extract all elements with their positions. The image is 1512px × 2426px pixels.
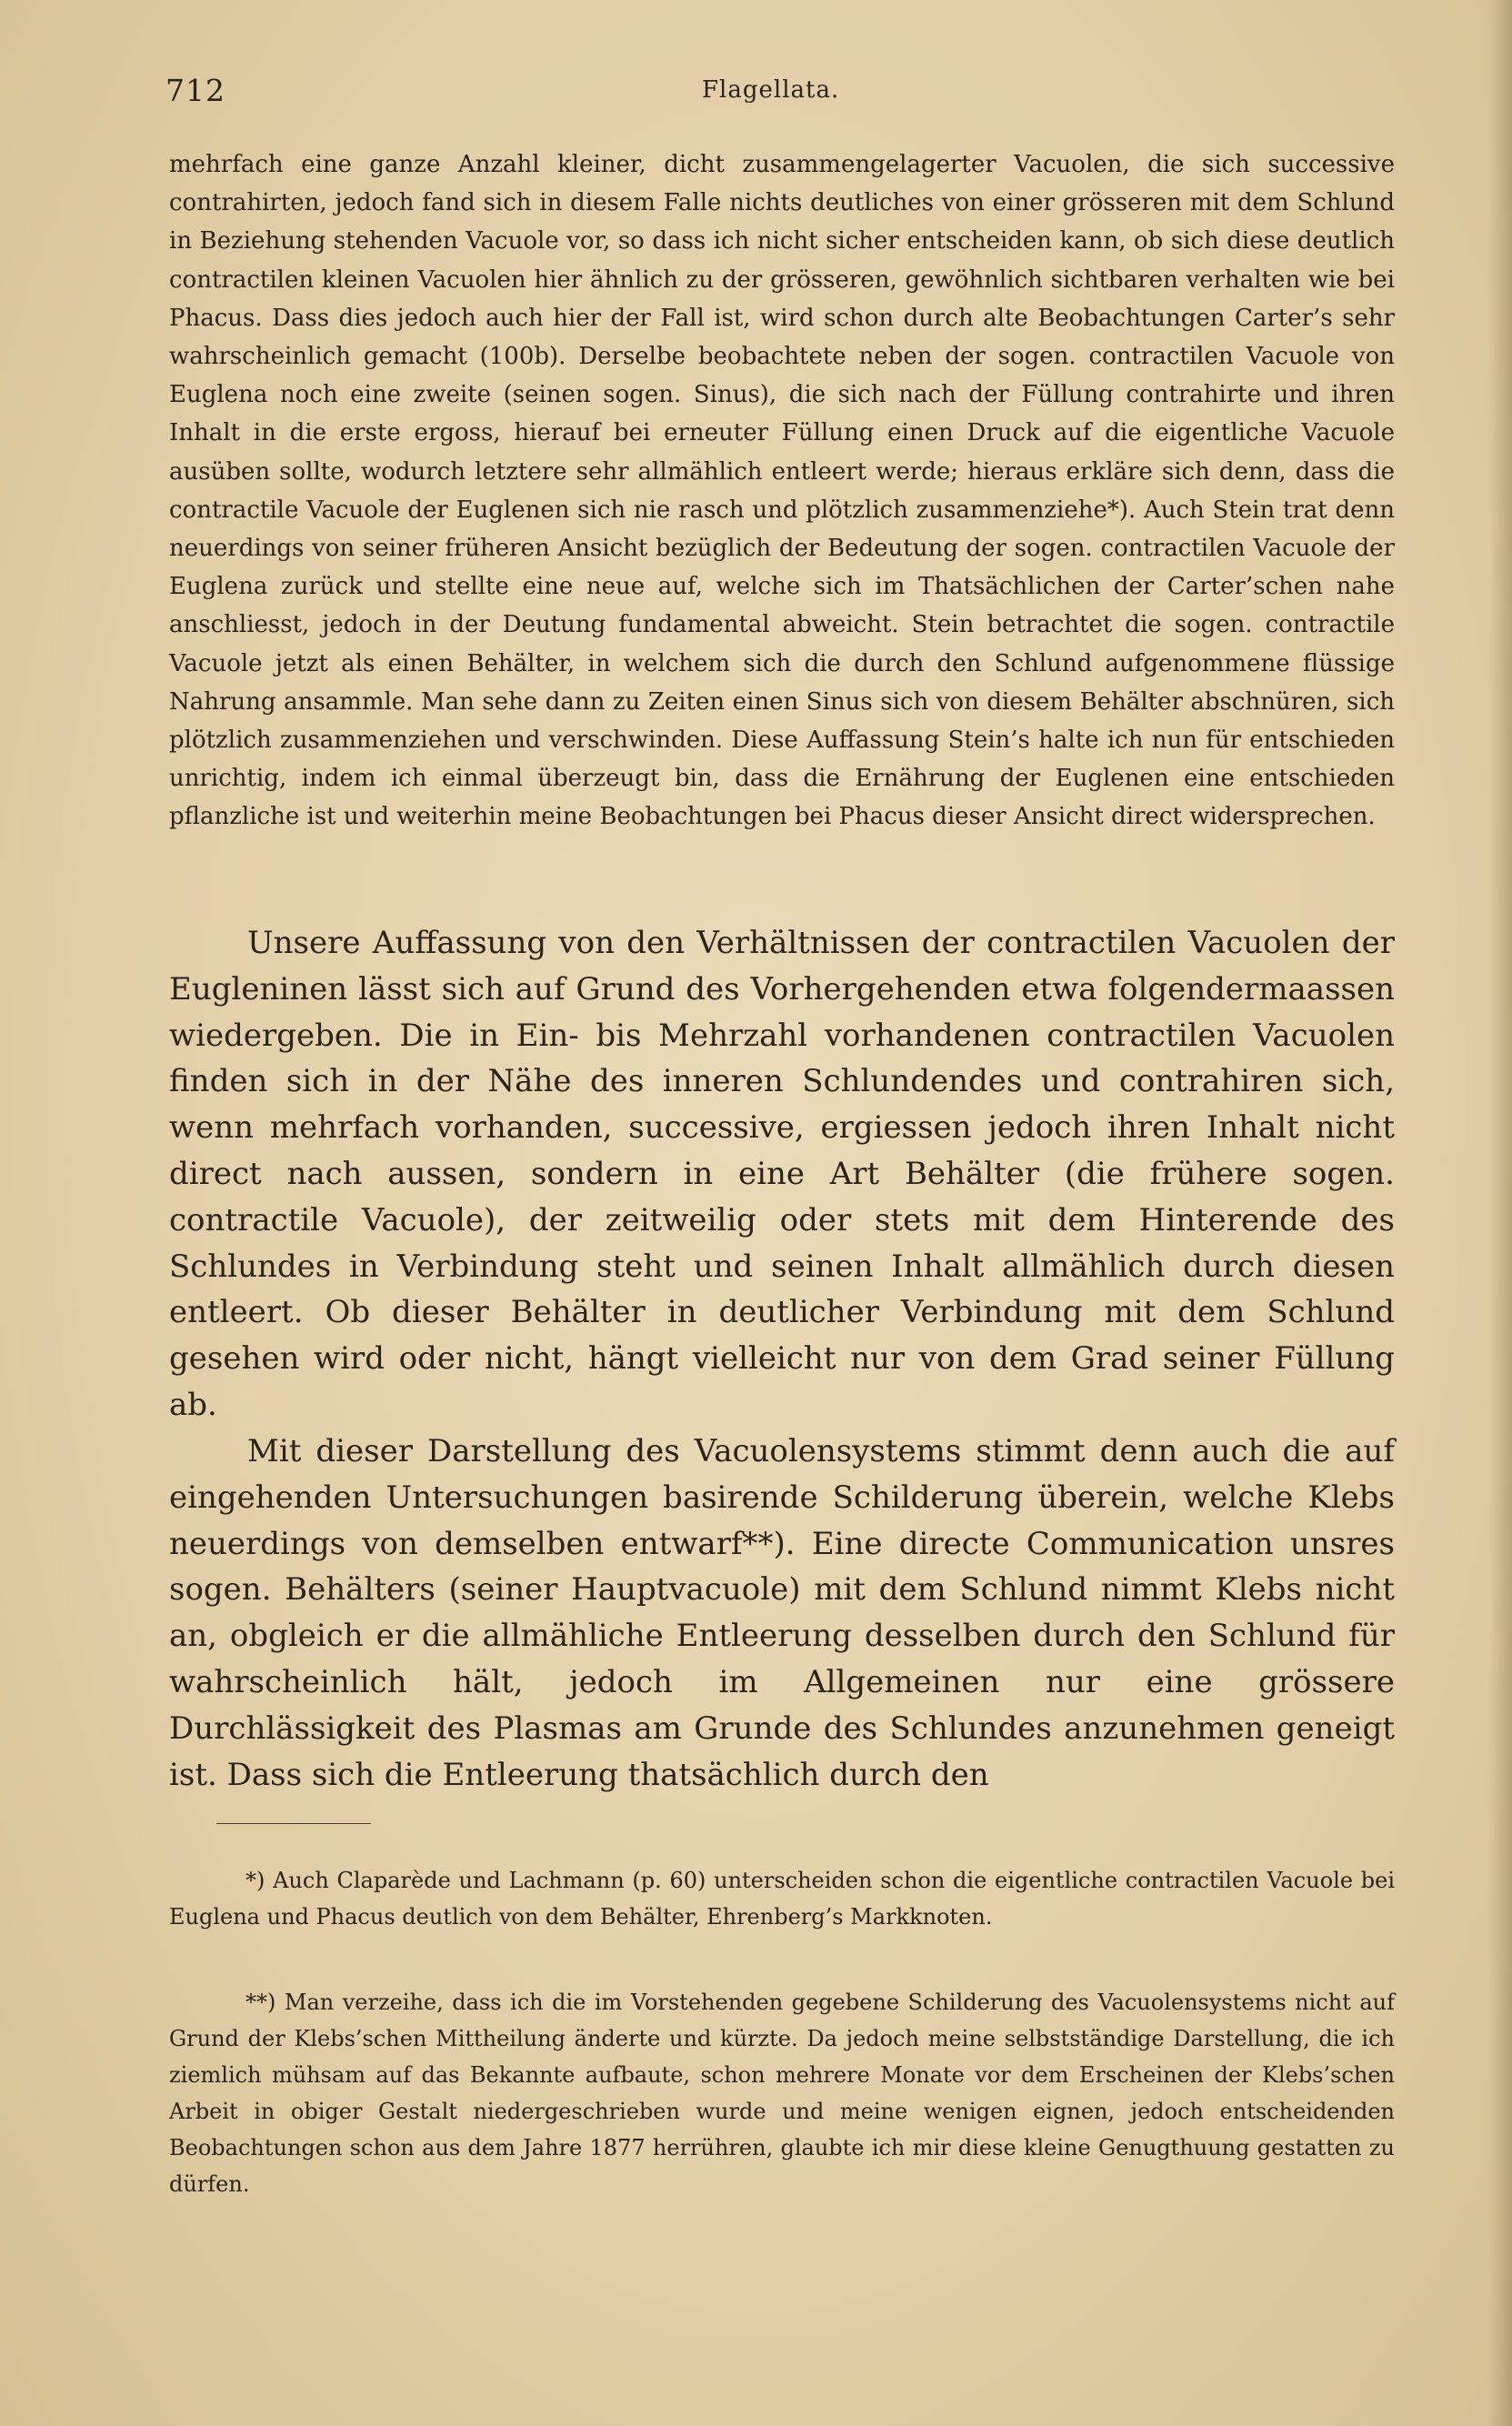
page-number: 712 (165, 73, 225, 108)
footnote-2: **) Man verzeihe, dass ich die im Vorstehenden gegebene Schilderung des Vacuolensystems nicht auf Grund der Klebs’schen Mittheilung änderte und kürzte. Da jedoch meine selbstständige Darstellung, die ich ziemlich mühsam auf das Bekannte aufbaute, schon mehrere Monate vor dem Erscheinen der Klebs’schen Arbeit in obiger Gestalt niedergeschrieben wurde und meine wenigen eignen, jedoch entscheidenden Beobachtungen schon aus dem Jahre 1877 herrühren, glaubte ich mir diese kleine Genugthuung gestatten zu dürfen. (169, 1990, 1395, 2197)
body-paragraph-1: Unsere Auffassung von den Verhältnissen der contractilen Vacuolen der Eugleninen lässt sich auf Grund des Vorhergehenden etwa folgendermaassen wiedergeben. Die in Ein- bis Mehrzahl vorhandenen contractilen Vacuolen finden sich in der Nähe des inneren Schlundendes und contrahiren sich, wenn mehrfach vorhanden, successive, ergiessen jedoch ihren Inhalt nicht direct nach aussen, sondern in eine Art Behälter (die frühere sogen. contractile Vacuole), der zeitweilig oder stets mit dem Hinterende des Schlundes in Verbindung steht und seinen Inhalt allmählich durch diesen entleert. Ob dieser Behälter in deutlicher Verbindung mit dem Schlund gesehen wird oder nicht, hängt vielleicht nur von dem Grad seiner Füllung ab. (169, 925, 1395, 1423)
running-head: Flagellata. (702, 76, 840, 104)
small-print-paragraph: mehrfach eine ganze Anzahl kleiner, dicht zusammengelagerter Vacuolen, die sich successive contrahirten, jedoch fand sich in diesem Falle nichts deutliches von einer grösseren mit dem Schlund in Beziehung stehenden Vacuole vor, so dass ich nicht sicher entscheiden kann, ob sich diese deutlich contractilen kleinen Vacuolen hier ähnlich zu der grösseren, gewöhnlich sichtbaren verhalten wie bei Phacus. Dass dies jedoch auch hier der Fall ist, wird schon durch alte Beobachtungen Carter’s sehr wahrscheinlich gemacht (100b). Derselbe beobachtete neben der sogen. contractilen Vacuole von Euglena noch eine zweite (seinen sogen. Sinus), die sich nach der Füllung contrahirte und ihren Inhalt in die erste ergoss, hierauf bei erneuter Füllung einen Druck auf die eigentliche Vacuole ausüben sollte, wodurch letztere sehr allmählich entleert werde; hieraus erkläre sich denn, dass die contractile Vacuole der Euglenen sich nie rasch und plötzlich zusammenziehe*). Auch Stein trat denn neuerdings von seiner früheren Ansicht bezüglich der Bedeutung der sogen. contractilen Vacuole der Euglena zurück und stellte eine neue auf, welche sich im Thatsächlichen der Carter’schen nahe anschliesst, jedoch in der Deutung fundamental abweicht. Stein betrachtet die sogen. contractile Vacuole jetzt als einen Behälter, in welchem sich die durch den Schlund aufgenommene flüssige Nahrung ansammle. Man sehe dann zu Zeiten einen Sinus sich von diesem Behälter abschnüren, sich plötzlich zusammenziehen und verschwinden. Diese Auffassung Stein’s halte ich nun für entschieden unrichtig, indem ich einmal überzeugt bin, dass die Ernährung der Euglenen eine entschieden pflanzliche ist und weiterhin meine Beobachtungen bei Phacus dieser Ansicht direct widersprechen. (169, 151, 1395, 831)
footnote-divider (216, 1823, 371, 1824)
page-spine-shadow (1488, 0, 1512, 2426)
body-paragraph-2: Mit dieser Darstellung des Vacuolensystems stimmt denn auch die auf eingehenden Untersuchungen basirende Schilderung überein, welche Klebs neuerdings von demselben entwarf**). Eine directe Communication unsres sogen. Behälters (seiner Hauptvacuole) mit dem Schlund nimmt Klebs nicht an, obgleich er die allmähliche Entleerung desselben durch den Schlund für wahrscheinlich hält, jedoch im Allgemeinen nur eine grössere Durchlässigkeit des Plasmas am Grunde des Schlundes anzunehmen geneigt ist. Dass sich die Entleerung thatsächlich durch den (169, 1433, 1395, 1793)
footnote-1: *) Auch Claparède und Lachmann (p. 60) unterscheiden schon die eigentliche contractilen Vacuole bei Euglena und Phacus deutlich von dem Behälter, Ehrenberg’s Markknoten. (169, 1868, 1395, 1930)
page-header (165, 73, 1402, 109)
